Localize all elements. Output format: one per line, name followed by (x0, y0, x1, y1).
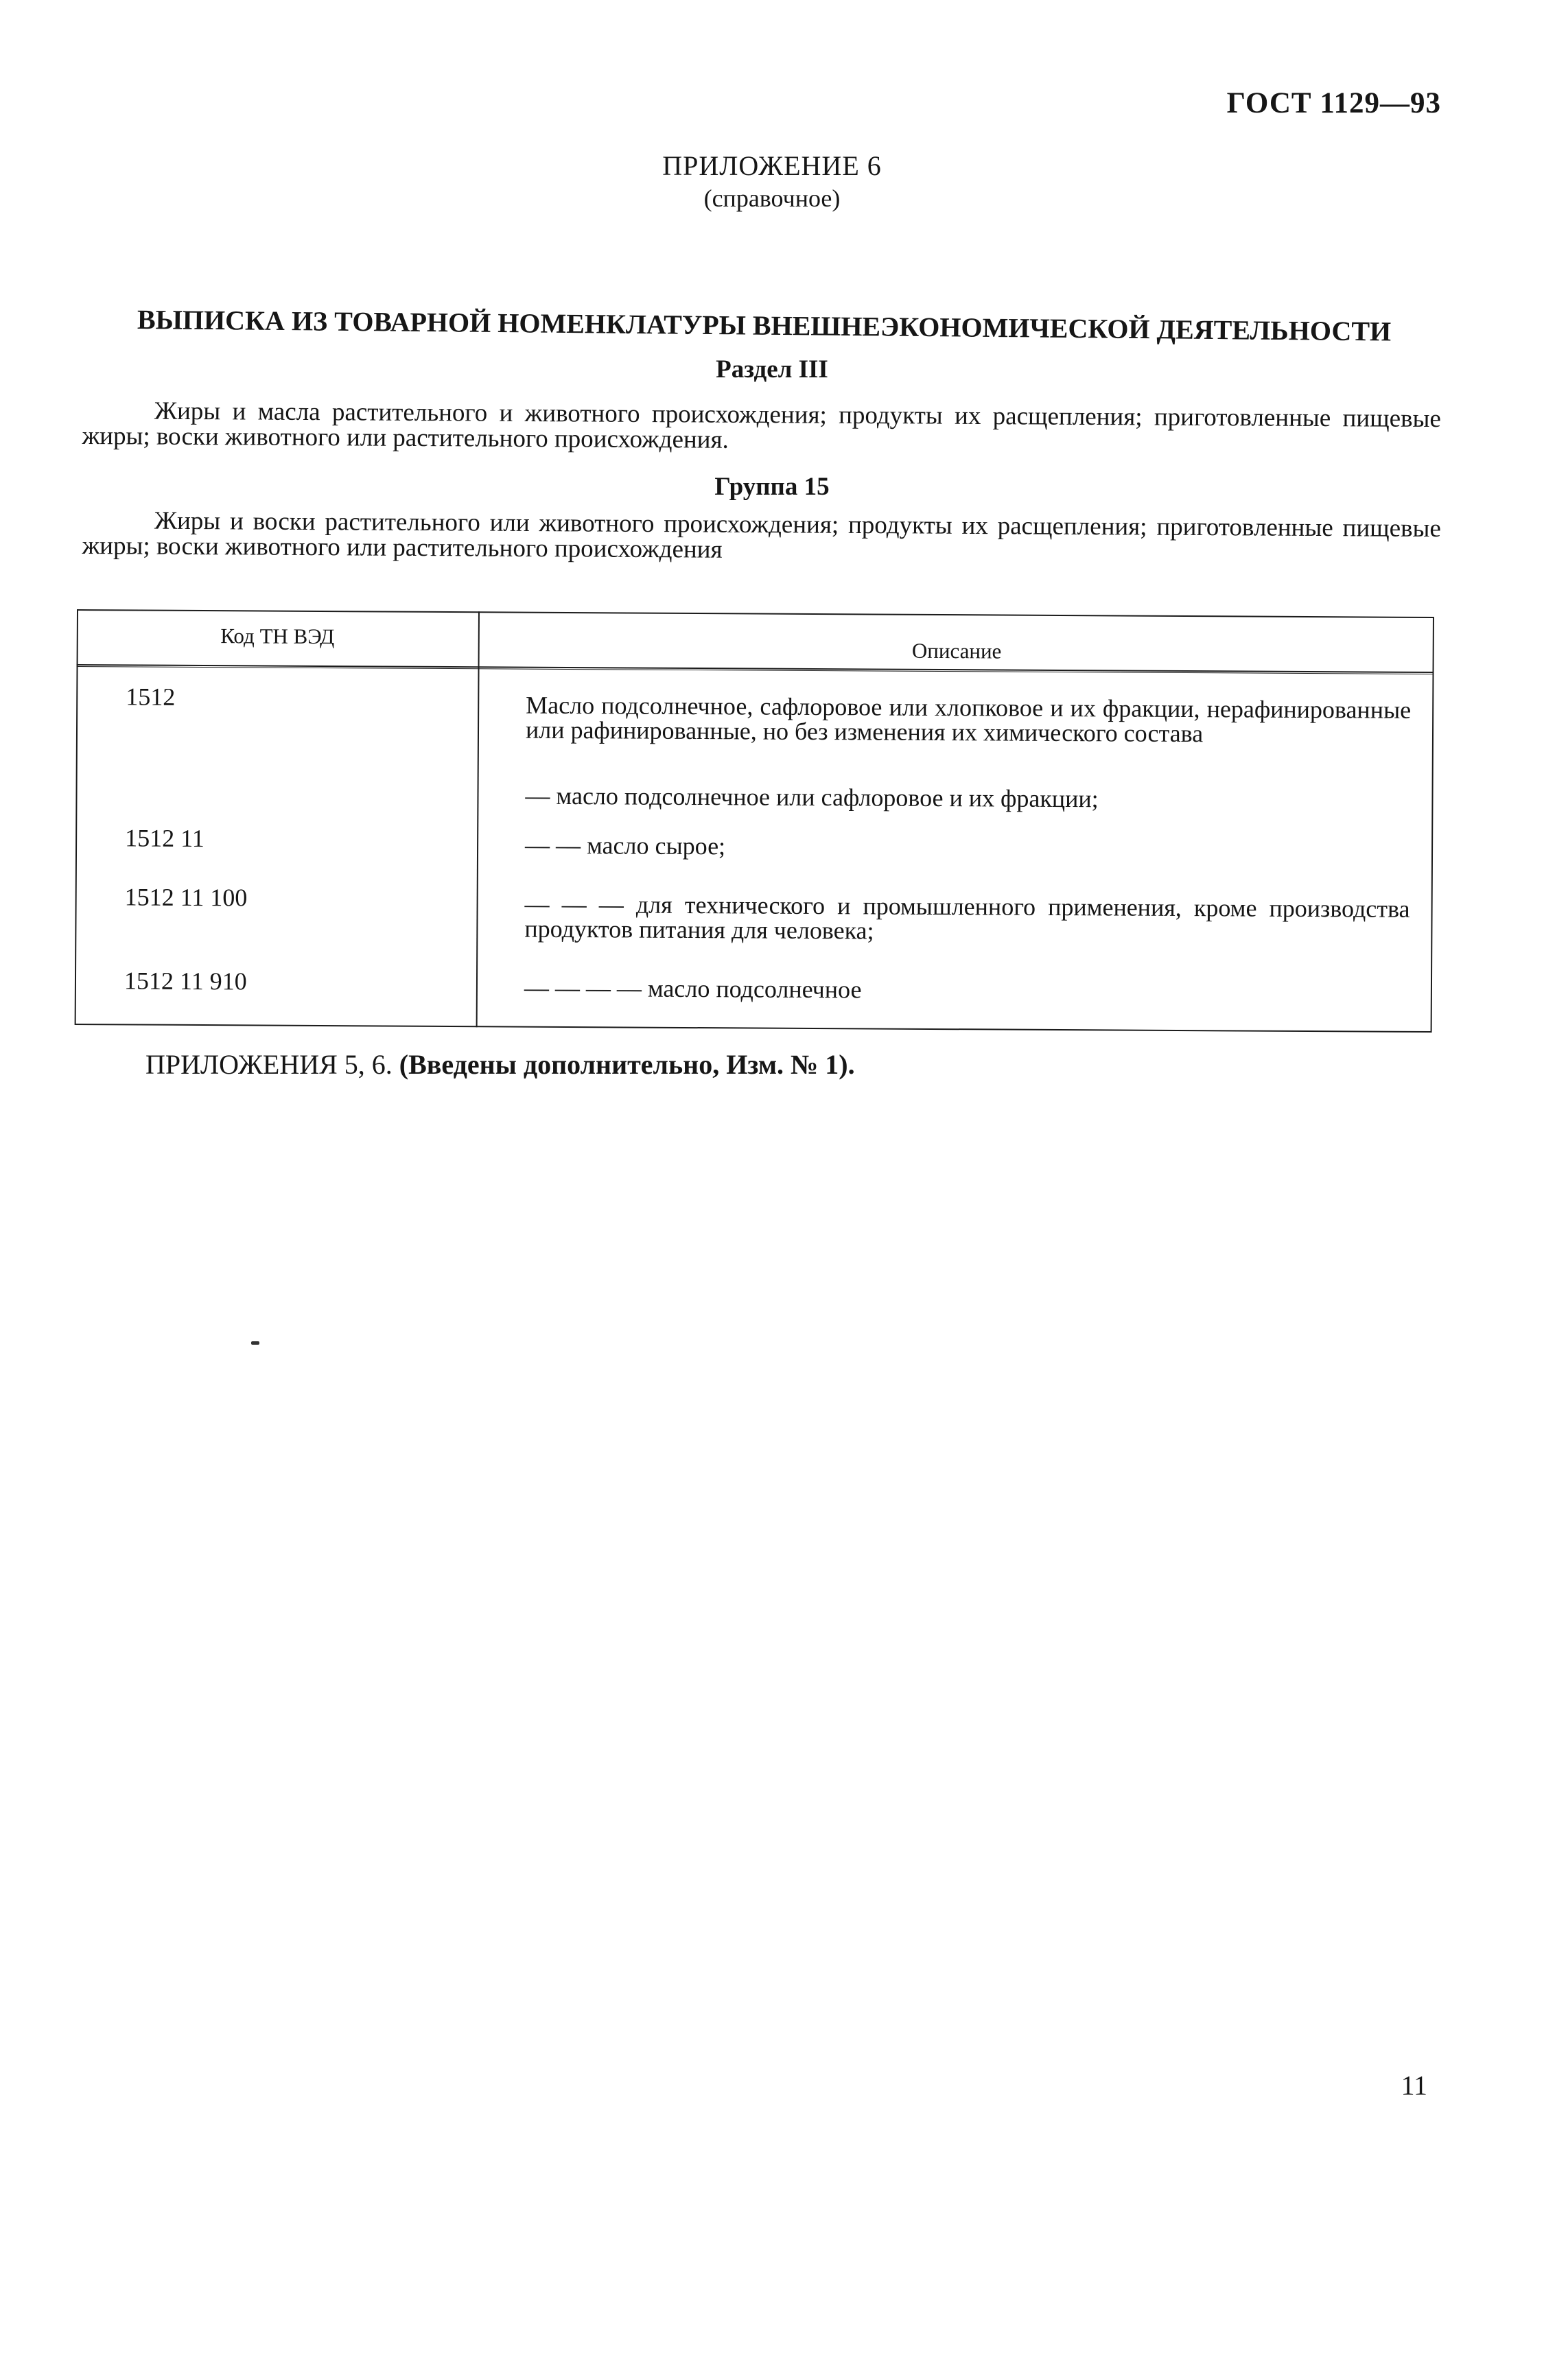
column-header-code: Код ТН ВЭД (220, 624, 335, 649)
scan-speck (251, 1341, 259, 1345)
amendment-note-prefix: ПРИЛОЖЕНИЯ 5, 6. (145, 1049, 393, 1080)
section-description: Жиры и масла растительного и животного происхождения; продукты их расщепления; приготовленные пищевые жиры; воски животного или растительного происхождения. (82, 397, 1441, 454)
row-code-3: 1512 11 100 (124, 883, 248, 912)
amendment-note (145, 1048, 855, 1081)
row-description-3: — — — для технического и промышленного применения, кроме производства продуктов питания для человека; (524, 890, 1410, 945)
appendix-note: (справочное) (703, 185, 841, 212)
group-description: Жиры и воски растительного или животного происхождения; продукты их расщепления; приготовленные пищевые жиры; воски животного или растительного происхождения (82, 506, 1441, 564)
amendment-note-bold: (Введены дополнительно, Изм. № 1). (399, 1049, 855, 1080)
row-code-4: 1512 11 910 (124, 967, 247, 995)
row-code-2: 1512 11 (125, 824, 204, 853)
column-header-description: Описание (911, 638, 1002, 663)
section-heading: Раздел III (716, 355, 828, 384)
row-code-1: 1512 (126, 683, 176, 711)
row-description-1: Масло подсолнечное, сафлоровое или хлопковое и их фракции, нерафинированные или рафинированные, но без изменения их химического состава (525, 691, 1412, 748)
appendix-title: ПРИЛОЖЕНИЕ 6 (662, 150, 882, 181)
row-description-4: — — — — масло подсолнечное (524, 974, 862, 1004)
page-number: 11 (1401, 2070, 1427, 2101)
nomenclature-table (75, 609, 1434, 1033)
standard-code: ГОСТ 1129—93 (1226, 87, 1441, 119)
row-description-1-sub: — масло подсолнечное или сафлоровое и их фракции; (525, 781, 1099, 813)
group-heading: Группа 15 (714, 473, 830, 501)
document-heading: ВЫПИСКА ИЗ ТОВАРНОЙ НОМЕНКЛАТУРЫ ВНЕШНЕЭКОНОМИЧЕСКОЙ ДЕЯТЕЛЬНОСТИ (137, 304, 1392, 347)
row-description-2: — — масло сырое; (524, 831, 726, 860)
